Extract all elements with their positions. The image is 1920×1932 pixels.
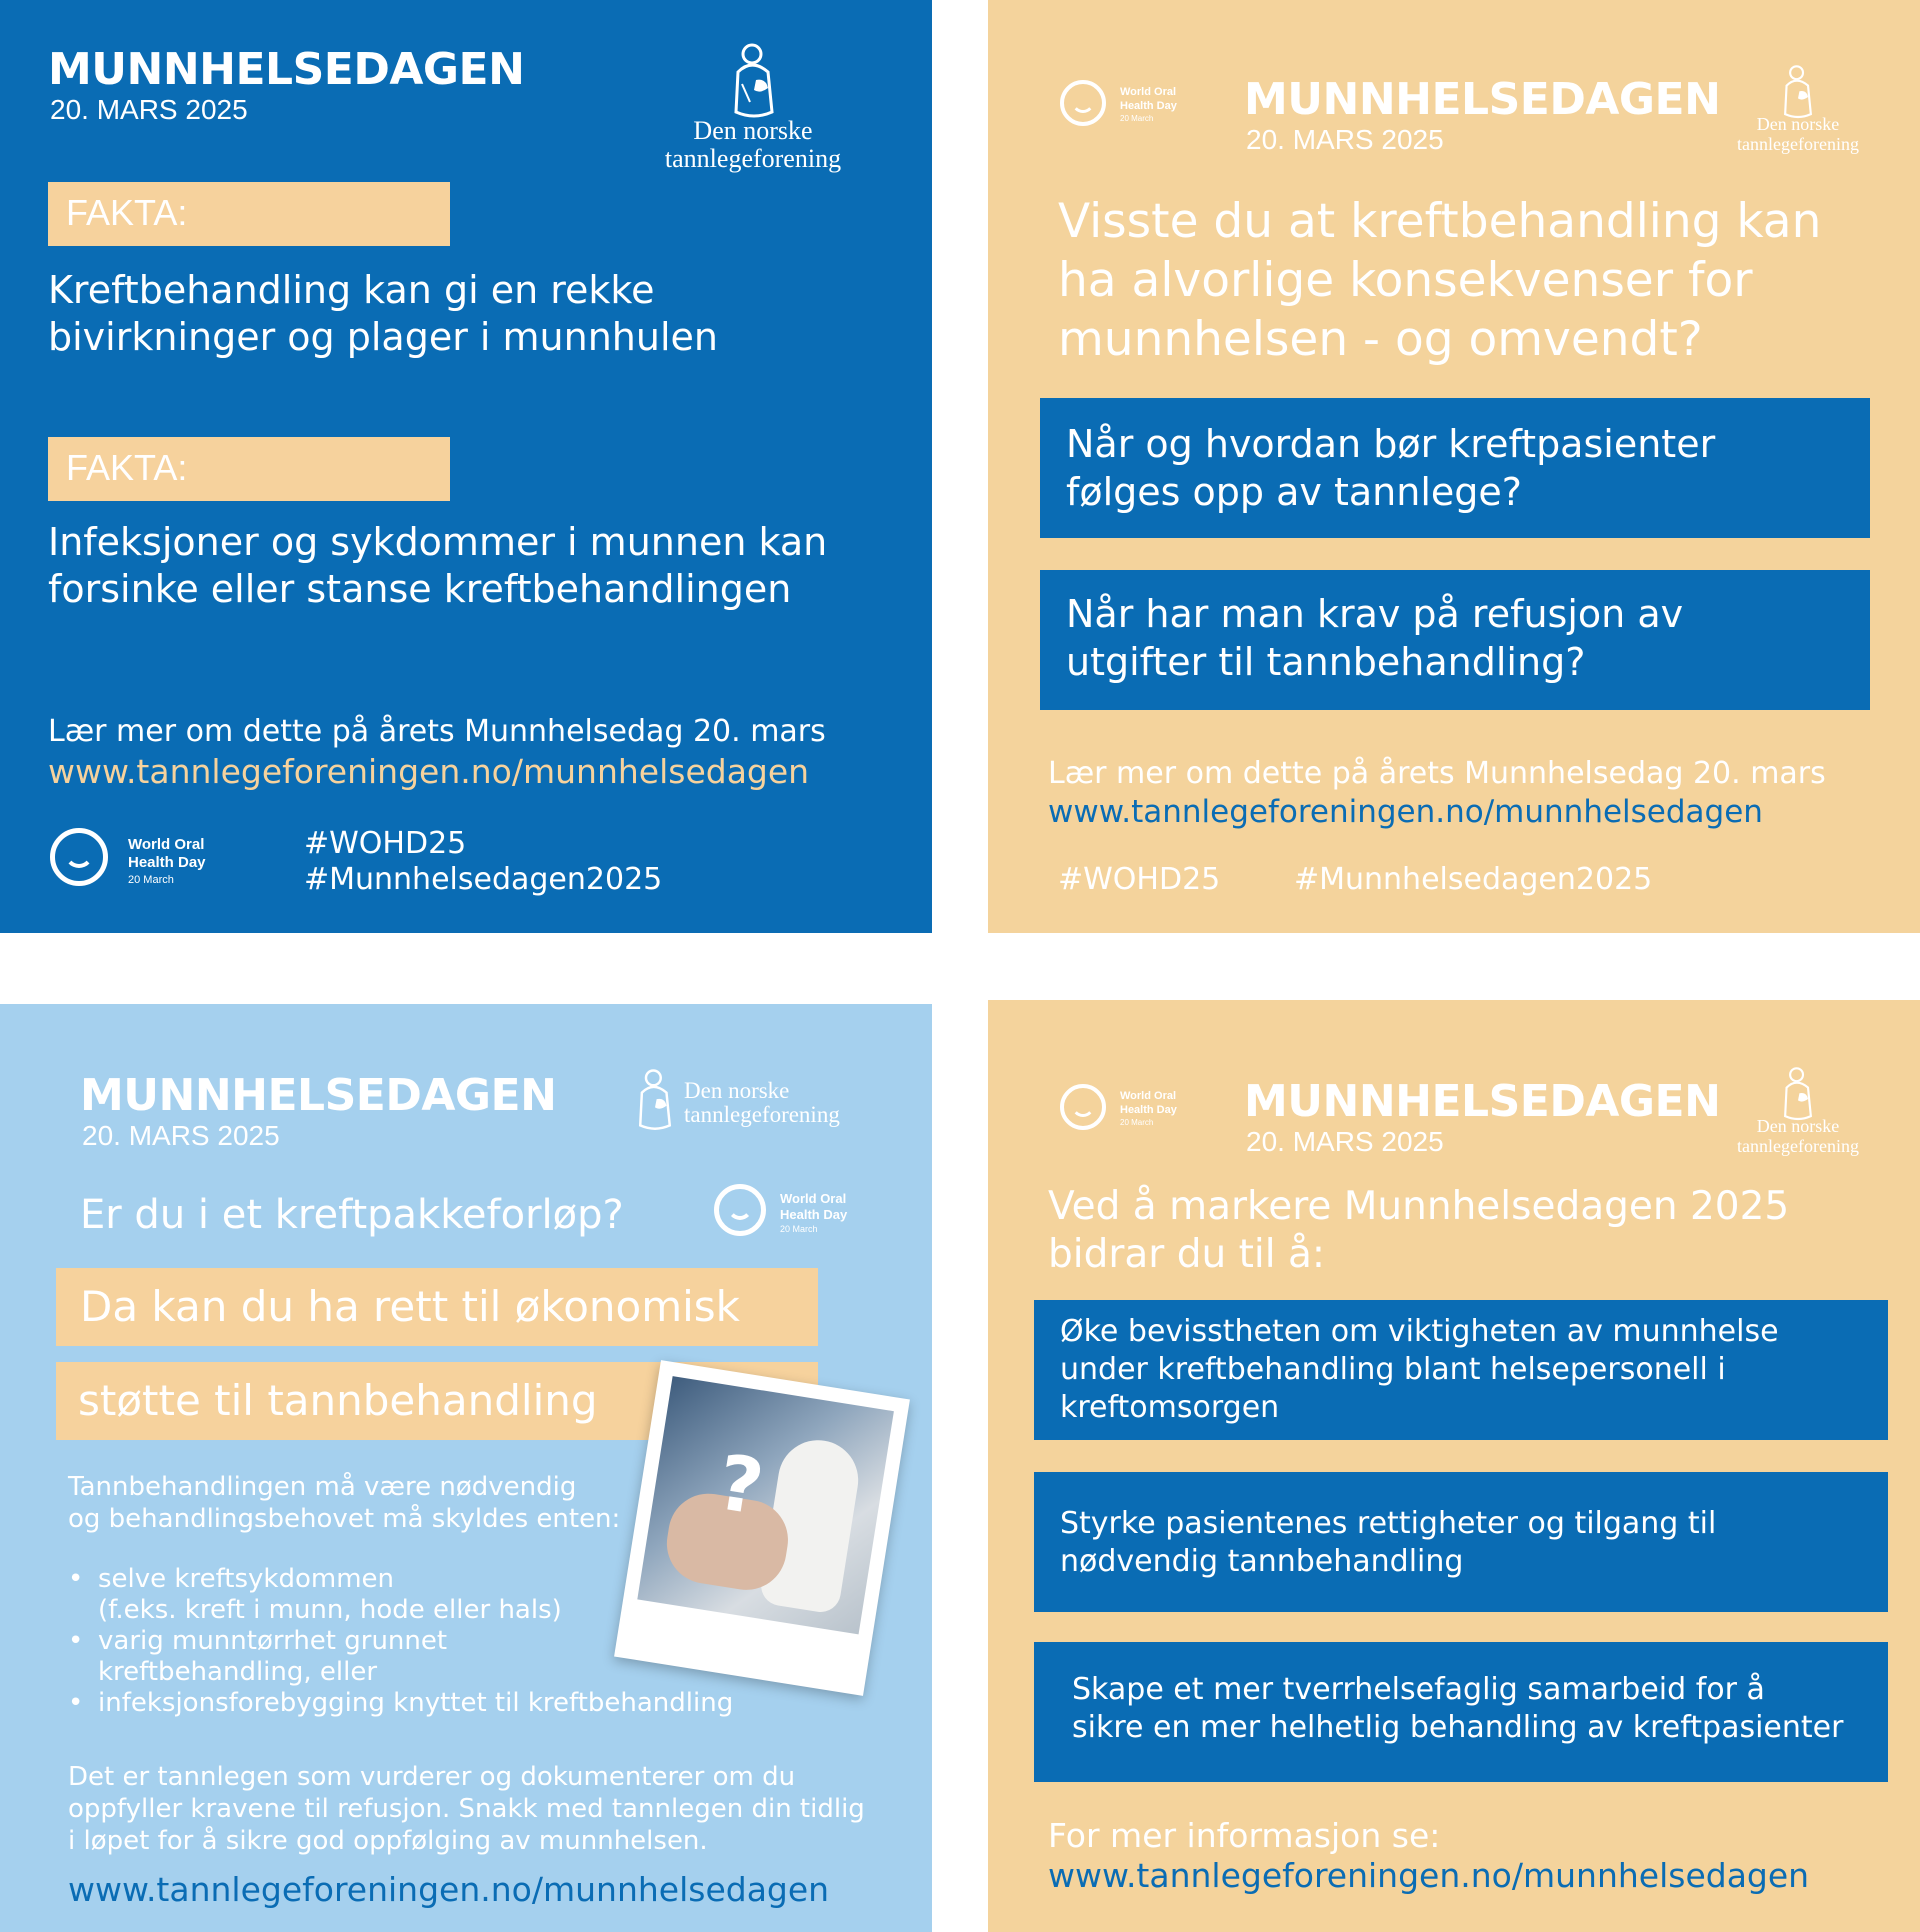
panel-date: 20. MARS 2025 [1246,124,1444,155]
hashtag: #Munnhelsedagen2025 [304,862,663,897]
dnt-logo-line1: Den norske [684,1078,790,1103]
panel-questions [988,0,1920,933]
woh-logo-line2: Health Day [1120,100,1177,112]
dnt-logo-line2: tannlegeforening [684,1102,840,1127]
question-mark-icon: ? [711,1437,770,1533]
intro-line: Tannbehandlingen må være nødvendig [68,1472,577,1502]
outro-line: Det er tannlegen som vurderer og dokumenterer om du [68,1762,796,1792]
woh-logo-line3: 20 March [1120,1118,1154,1127]
woh-logo-line3: 20 March [128,874,174,886]
woh-logo-line1: World Oral [780,1191,847,1206]
panel-fakta [0,0,932,933]
woh-logo-line1: World Oral [1120,86,1177,98]
dnt-logo-line1: Den norske [693,116,813,145]
dnt-logo [1718,64,1878,154]
learn-more-text: Lær mer om dette på årets Munnhelsedag 20. mars [1048,756,1826,791]
question-box-line: utgifter til tannbehandling? [1066,640,1586,684]
dnt-logo-line1: Den norske [1756,114,1840,134]
fakta-label-bar [48,182,450,246]
question-box-line: følges opp av tannlege? [1066,470,1522,514]
question-line: Visste du at kreftbehandling kan [1058,194,1822,249]
goal-box-line: Skape et mer tverrhelsefaglig samarbeid for å [1072,1672,1765,1707]
hashtag: #WOHD25 [304,826,467,861]
list-item-line: kreftbehandling, eller [98,1657,378,1687]
campaign-link[interactable]: www.tannlegeforeningen.no/munnhelsedagen [1048,1856,1810,1895]
woh-logo-line3: 20 March [1120,114,1154,123]
madonna-figure-icon [726,42,782,120]
goal-box-line: nødvendig tannbehandling [1060,1544,1464,1579]
question-box [1040,398,1870,538]
hashtag: #Munnhelsedagen2025 [1294,862,1653,897]
highlight-bar [56,1268,818,1346]
fakta-label-bar [48,437,450,501]
panel-title: MUNNHELSEDAGEN [1244,1076,1721,1127]
list-item-line: selve kreftsykdommen [98,1564,395,1594]
fakta-text-line: forsinke eller stanse kreftbehandlingen [48,567,792,611]
criteria-list [68,1564,733,1719]
smile-icon [1071,87,1095,113]
highlight-text: Da kan du ha rett til økonomisk [80,1282,741,1331]
list-item [68,1564,733,1626]
panel-contribute [988,1000,1920,1932]
outro-line: oppfyller kravene til refusjon. Snakk med tannlegen din tidlig [68,1794,865,1824]
woh-logo-line1: World Oral [1120,1090,1177,1102]
panel-date: 20. MARS 2025 [50,94,248,125]
list-item-line: (f.eks. kreft i munn, hode eller hals) [98,1595,562,1625]
question-box-line: Når har man krav på refusjon av [1066,592,1684,636]
panel-date: 20. MARS 2025 [1246,1126,1444,1157]
list-item-line: infeksjonsforebygging knyttet til kreftbehandling [98,1688,734,1718]
woh-logo-line2: Health Day [128,854,206,871]
dnt-logo [648,42,858,172]
dnt-logo-line2: tannlegeforening [1737,1136,1859,1156]
intro-line: og behandlingsbehovet må skyldes enten: [68,1504,621,1534]
madonna-figure-icon [1778,1066,1818,1122]
dnt-logo [1718,1066,1878,1156]
highlight-text: støtte til tannbehandling [78,1376,598,1425]
goal-box-line: under kreftbehandling blant helsepersonell i [1060,1352,1726,1387]
dnt-logo [632,1066,872,1136]
woh-logo-line1: World Oral [128,836,205,853]
panel-title: MUNNHELSEDAGEN [1244,74,1721,125]
question-heading: Er du i et kreftpakkeforløp? [80,1192,624,1238]
learn-more-text: Lær mer om dette på årets Munnhelsedag 20. mars [48,714,826,749]
outro-line: i løpet for å sikre god oppfølging av munnhelsen. [68,1826,708,1856]
smile-icon [64,836,94,868]
dnt-logo-line1: Den norske [1756,1116,1840,1136]
goal-box-line: kreftomsorgen [1060,1390,1280,1425]
panel-date: 20. MARS 2025 [82,1120,280,1151]
world-oral-health-day-logo [50,826,250,890]
list-item [68,1688,733,1719]
dnt-logo-line2: tannlegeforening [1737,134,1859,154]
goal-box [1034,1642,1888,1782]
fakta-text-line: Kreftbehandling kan gi en rekke [48,268,655,312]
list-item [68,1626,733,1688]
contribute-heading-line: Ved å markere Munnhelsedagen 2025 [1048,1184,1790,1229]
question-line: munnhelsen - og omvendt? [1058,312,1703,367]
world-oral-health-day-logo [714,1184,874,1240]
smile-icon [1071,1091,1095,1117]
hashtag: #WOHD25 [1058,862,1221,897]
goal-box-line: Øke bevisstheten om viktigheten av munnhelse [1060,1314,1779,1349]
contribute-heading-line: bidrar du til å: [1048,1232,1325,1277]
madonna-figure-icon [1778,64,1818,120]
smile-icon [727,1192,753,1220]
woh-logo-line2: Health Day [1120,1104,1177,1116]
question-box-line: Når og hvordan bør kreftpasienter [1066,422,1716,466]
panel-title: MUNNHELSEDAGEN [48,44,525,95]
fakta-label: FAKTA: [66,447,188,488]
question-line: ha alvorlige konsekvenser for [1058,253,1753,308]
goal-box-line: Styrke pasientenes rettigheter og tilgang til [1060,1506,1717,1541]
woh-logo-line2: Health Day [780,1207,848,1222]
list-item-line: varig munntørrhet grunnet [98,1626,448,1656]
goal-box [1034,1472,1888,1612]
goal-box-line: sikre en mer helhetlig behandling av kreftpasienter [1072,1710,1844,1745]
campaign-link[interactable]: www.tannlegeforeningen.no/munnhelsedagen [48,752,810,791]
woh-logo-line3: 20 March [780,1224,818,1234]
campaign-link[interactable]: www.tannlegeforeningen.no/munnhelsedagen [68,1870,830,1909]
world-oral-health-day-logo [1060,1084,1210,1134]
goal-box [1034,1300,1888,1440]
panel-title: MUNNHELSEDAGEN [80,1070,557,1121]
world-oral-health-day-logo [1060,80,1210,130]
panel-refund [0,1004,932,1932]
more-info-text: For mer informasjon se: [1048,1816,1441,1855]
fakta-text-line: bivirkninger og plager i munnhulen [48,315,718,359]
fakta-label: FAKTA: [66,192,188,233]
campaign-link[interactable]: www.tannlegeforeningen.no/munnhelsedagen [1048,794,1763,830]
question-box [1040,570,1870,710]
dnt-logo-line2: tannlegeforening [664,144,842,173]
madonna-figure-icon [632,1068,678,1132]
fakta-text-line: Infeksjoner og sykdommer i munnen kan [48,520,828,564]
